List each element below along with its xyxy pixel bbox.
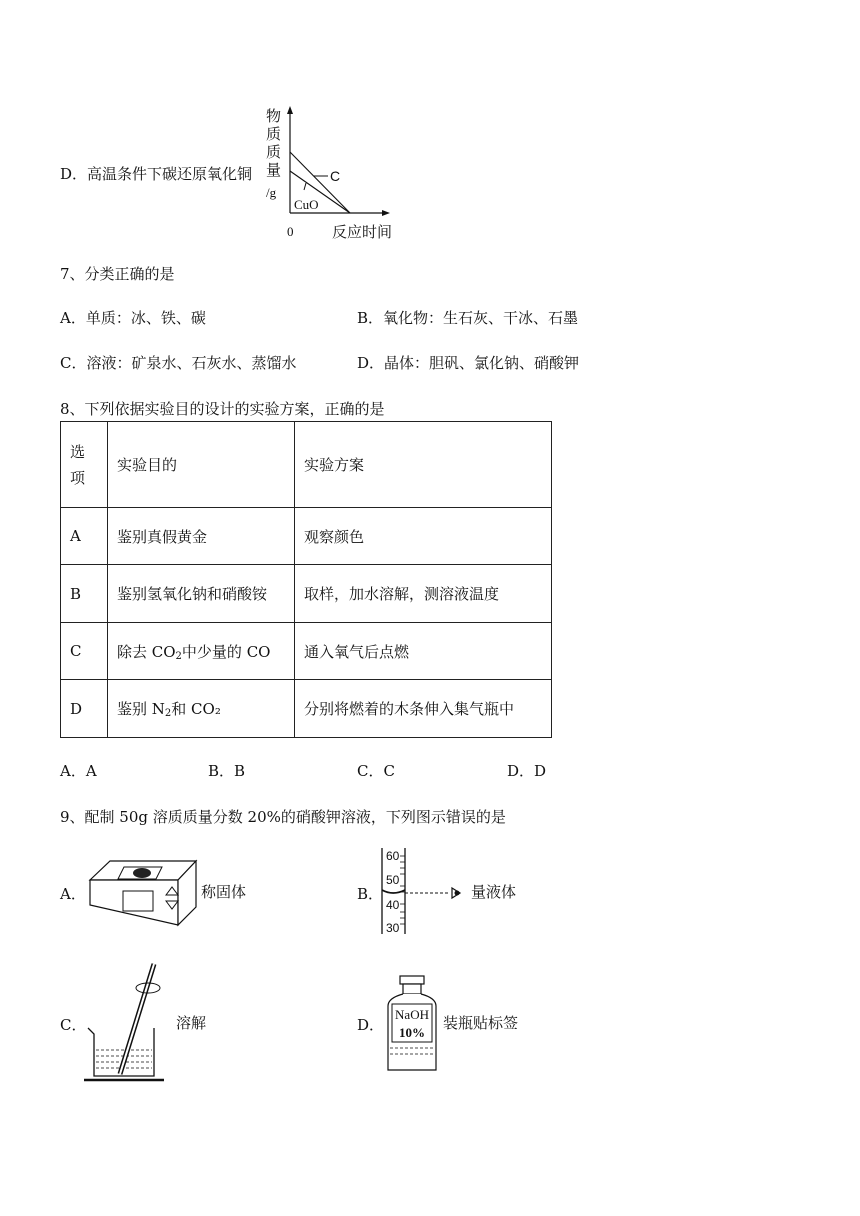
table-header-row xyxy=(61,422,552,508)
table-row xyxy=(61,565,552,623)
tick-50: 50 xyxy=(386,873,400,887)
q8-answer-b[interactable]: B．B xyxy=(208,762,246,780)
q9-option-c-letter[interactable]: C． xyxy=(60,1016,87,1034)
header-option: 选 项 xyxy=(61,422,108,508)
q9-option-a-letter[interactable]: A． xyxy=(60,885,86,903)
graph-origin: 0 xyxy=(287,224,294,239)
q9-option-a-caption: 称固体 xyxy=(201,883,247,901)
graph-y-label-4: 量 xyxy=(266,162,282,179)
row-option: A xyxy=(61,508,108,565)
q7-option-a[interactable]: A．单质：冰、铁、碳 xyxy=(60,309,206,327)
q9-option-b-caption: 量液体 xyxy=(471,883,517,901)
row-option: B xyxy=(61,565,108,623)
line-cuo-label: CuO xyxy=(294,197,319,212)
header-purpose: 实验目的 xyxy=(108,422,295,508)
row-plan: 观察颜色 xyxy=(295,508,552,565)
row-option: D xyxy=(61,680,108,738)
mass-time-graph xyxy=(262,104,402,244)
q9-option-b-letter[interactable]: B． xyxy=(357,885,384,903)
q7-option-b[interactable]: B．氧化物：生石灰、干冰、石墨 xyxy=(357,309,579,327)
q8-answer-a[interactable]: A．A xyxy=(60,762,97,780)
row-purpose: 鉴别真假黄金 xyxy=(108,508,295,565)
measuring-cylinder-figure xyxy=(378,846,474,936)
row-purpose: 除去 $CO_2$中少量的 CO xyxy=(108,623,295,680)
table-row xyxy=(61,680,552,738)
q7-option-c[interactable]: C．溶液：矿泉水、石灰水、蒸馏水 xyxy=(60,354,297,372)
table-row xyxy=(61,508,552,565)
tick-30: 30 xyxy=(386,921,400,935)
experiment-table xyxy=(60,421,552,738)
table-row xyxy=(61,623,552,680)
reagent-bottle-figure xyxy=(384,974,440,1074)
row-purpose: 鉴别 $N_2$和 CO₂ xyxy=(108,680,295,738)
row-plan: 分别将燃着的木条伸入集气瓶中 xyxy=(295,680,552,738)
q8-answer-d[interactable]: D．D xyxy=(507,762,547,780)
line-c-label: C xyxy=(330,168,341,184)
header-plan: 实验方案 xyxy=(295,422,552,508)
bottle-label-percent: 10% xyxy=(399,1025,425,1040)
q7-stem: 7、分类正确的是 xyxy=(60,265,175,283)
q9-option-c-caption: 溶解 xyxy=(176,1014,207,1032)
tick-60: 60 xyxy=(386,849,400,863)
tick-40: 40 xyxy=(386,898,400,912)
q8-answer-c[interactable]: C．C xyxy=(357,762,395,780)
bottle-label-formula: NaOH xyxy=(395,1007,429,1022)
q6-option-d: D．高温条件下碳还原氧化铜 xyxy=(60,165,253,183)
q8-stem: 8、下列依据实验目的设计的实验方案，正确的是 xyxy=(60,400,385,418)
q9-option-d-caption: 装瓶贴标签 xyxy=(443,1014,519,1032)
graph-y-label-1: 物 xyxy=(266,108,282,125)
row-purpose: 鉴别氢氧化钠和硝酸铵 xyxy=(108,565,295,623)
graph-y-label-2: 质 xyxy=(266,126,282,143)
q9-option-d-letter[interactable]: D． xyxy=(357,1016,385,1034)
beaker-stirring-figure xyxy=(82,960,168,1084)
row-plan: 通入氧气后点燃 xyxy=(295,623,552,680)
row-option: C xyxy=(61,623,108,680)
graph-y-unit: /g xyxy=(266,185,277,200)
graph-x-label: 反应时间 xyxy=(332,224,393,241)
q9-stem: 9、配制 50g 溶质质量分数 20%的硝酸钾溶液，下列图示错误的是 xyxy=(60,808,506,826)
q7-option-d[interactable]: D．晶体：胆矾、氯化钠、硝酸钾 xyxy=(357,354,580,372)
electronic-balance-figure xyxy=(88,855,198,930)
row-plan: 取样，加水溶解，测溶液温度 xyxy=(295,565,552,623)
graph-y-label-3: 质 xyxy=(266,144,282,161)
